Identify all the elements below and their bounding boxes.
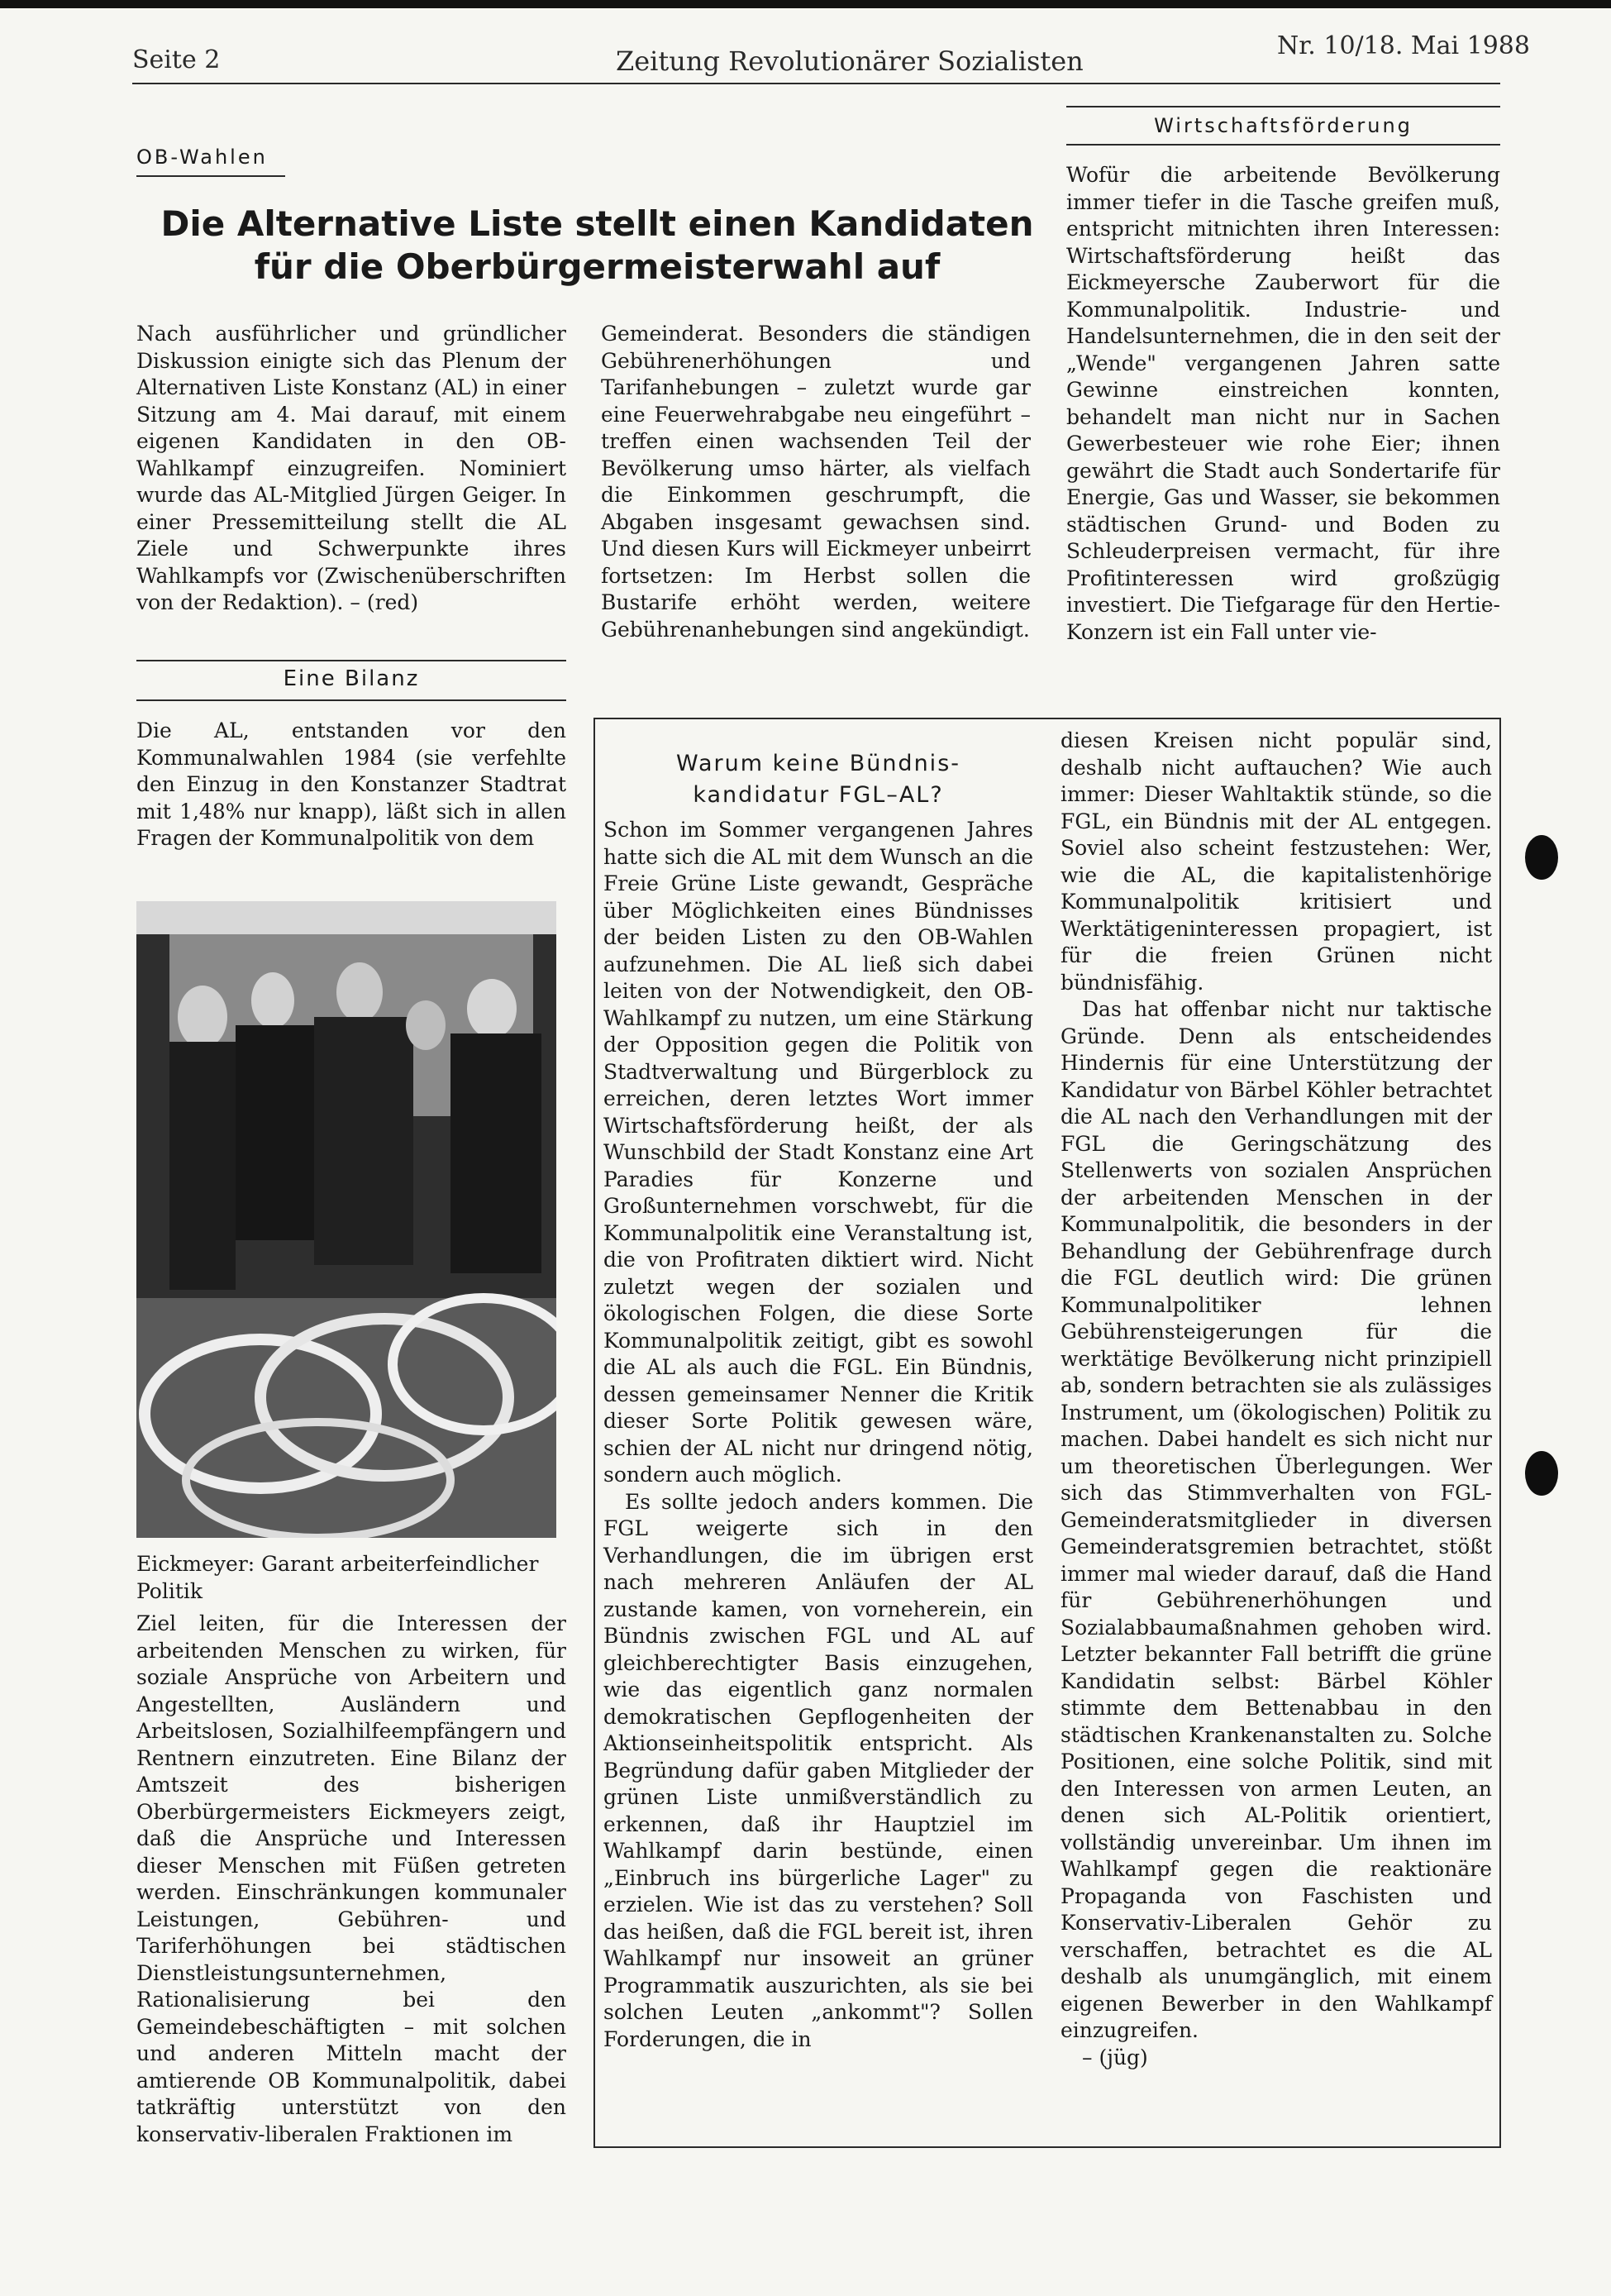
box-col2-paragraph-1: diesen Kreisen nicht populär sind, deshalb nicht auftauchen? Wie auch immer: Dieser Wahltaktik stünde, so die FGL, ein Bündnis mit der AL entgegen. Soviel also scheint festzustehen: Wer, wie die AL, die kapitalistenhörige Kommunalpolitik kritisiert und Werktätigeninteressen propagiert, ist für die freien Grünen nicht bündnisfähig. xyxy=(1060,728,1492,995)
punch-hole-icon xyxy=(1525,835,1558,880)
wirtschaft-heading: Wirtschaftsförderung xyxy=(1154,114,1413,137)
intro-column-1: Nach ausführlicher und gründlicher Diskussion einigte sich das Plenum der Alternativen Liste Konstanz (AL) in einer Sitzung am 4. Mai darauf, mit einem eigenen Kandidaten in den OB-Wahlkampf einzugreifen. Nominiert wurde das AL-Mitglied Jürgen Geiger. In einer Pressemitteilung stellt die AL Ziele und Schwerpunkte ihres Wahlkampfs vor (Zwischenüberschriften von der Redaktion). – (red) xyxy=(136,322,566,614)
box-title-line-1: Warum keine Bündnis- xyxy=(675,751,960,776)
headline-line-2: für die Oberbürgermeisterwahl auf xyxy=(254,246,941,287)
header-rule xyxy=(132,83,1500,84)
issue-date: Nr. 10/18. Mai 1988 xyxy=(1277,31,1530,60)
bilanz-bottom-rule xyxy=(136,699,566,701)
photo-illustration xyxy=(136,901,556,1538)
box-col2-signature: – (jüg) xyxy=(1082,2045,1148,2069)
bilanz-text-1: Die AL, entstanden vor den Kommunalwahlen 1984 (sie verfehlte den Einzug in den Konstanzer Stadtrat mit 1,48% nur knapp), läßt sich in allen Fragen der Kommunalpolitik von dem xyxy=(136,718,566,850)
bilanz-text-2: Ziel leiten, für die Interessen der arbeitenden Menschen zu wirken, für soziale Ansprüche von Arbeitern und Angestellten, Ausländern und Arbeitslosen, Sozialhilfeempfängern und Rentnern einzutreten. Eine Bilanz der Amtszeit des bisherigen Oberbürgermeisters Eickmeyers zeigt, daß die Ansprüche und Interessen dieser Menschen mit Füßen getreten werden. Einschränkungen kommunaler Leistungen, Gebühren- und Tariferhöhungen bei städtischen Dienstleistungsunternehmen, Rationalisierung bei den Gemeindebeschäftigten – mit solchen und anderen Mitteln macht der amtierende OB Kommunalpolitik, dabei tatkräftig unterstützt von den konservativ-liberalen Fraktionen im xyxy=(136,1611,566,2146)
box-col1-paragraph-2: Es sollte jedoch anders kommen. Die FGL weigerte sich in den Verhandlungen, die im übrigen erst nach mehreren Anläufen der AL zustande kamen, von vorneherein, ein Bündnis zwischen FGL und AL auf gleichberechtigter Basis einzugehen, wie das eigentlich ganz normalen demokratischen Gepflogenheiten der Aktionseinheitspolitik entspricht. Als Begründung dafür gaben Mitglieder der grünen Liste unmißverständlich zu erkennen, daß ihr Hauptziel im Wahlkampf darin bestünde, einen „Einbruch ins bürgerliche Lager" zu erzielen. Wie ist das zu verstehen? Soll das heißen, daß die FGL bereit ist, ihren Wahlkampf nur insoweit an grüner Programmatik auszurichten, als sie bei solchen Leuten „ankommt"? Sollen Forderungen, die in xyxy=(603,1489,1033,2051)
box-title-line-2: kandidatur FGL–AL? xyxy=(693,782,944,808)
box-column-2 xyxy=(1060,728,1492,2071)
box-title xyxy=(603,748,1033,811)
photo-caption: Eickmeyer: Garant arbeiterfeindlicher Politik xyxy=(136,1552,539,1603)
box-col1-paragraph-1: Schon im Sommer vergangenen Jahres hatte sich die AL mit dem Wunsch an die Freie Grüne Liste gewandt, Gespräche über Möglichkeiten eines Bündnisses der beiden Listen zu den OB-Wahlen aufzunehmen. Die AL ließ sich dabei leiten von der Notwendigkeit, den OB-Wahlkampf zu nutzen, um eine Stärkung der Opposition gegen die Politik von Stadtverwaltung und Bürgerblock zu erreichen, deren letztes Wort immer Wirtschaftsförderung heißt, der als Wunschbild der Stadt Konstanz eine Art Paradies für Konzerne und Großunternehmen vorschwebt, für die Kommunalpolitik eine Veranstaltung ist, die von Profitraten diktiert wird. Nicht zuletzt wegen der sozialen und ökologischen Folgen, die diese Sorte Kommunalpolitik zeitigt, gibt es sowohl die AL als auch die FGL. Ein Bündnis, dessen gemeinsamer Nenner die Kritik dieser Sorte Politik gewesen wäre, schien der AL nicht nur dringend nötig, sondern auch möglich. xyxy=(603,818,1033,1487)
bilanz-top-rule xyxy=(136,660,566,661)
box-col2-paragraph-2: Das hat offenbar nicht nur taktische Gründe. Denn als entscheidendes Hindernis für eine Unterstützung der Kandidatur von Bärbel Köhler betrachtet die AL nach den Verhandlungen mit der FGL die Geringschätzung des Stellenwerts von sozialen Ansprüchen der arbeitenden Menschen in der Kommunalpolitik, die besonders in der Behandlung der Gebührenfrage durch die FGL deutlich wird: Die grünen Kommunalpolitiker lehnen Gebührensteigerungen für die werktätige Bevölkerung nicht prinzipiell ab, sondern betrachten sie als zulässiges Instrument, um (ökologischen) Politik zu machen. Dabei handelt es sich nicht nur um theoretischen Überlegungen. Wer sich das Stimmverhalten von FGL-Gemeinderatsmitglieder in diversen Gemeinderatsgremien betrachtet, stößt immer mal wieder darauf, daß die Hand für Gebührenerhöhungen und Sozialabbaumaßnahmen gehoben wird. Letzter bekannter Fall betrifft die grüne Kandidatin selbst: Bärbel Köhler stimmte dem Bettenabbau in den städtischen Krankenanstalten zu. Solche Positionen, eine solche Politik, sind mit den Interessen von armen Leuten, an denen sich AL-Politik orientiert, vollständig unvereinbar. Um ihnen im Wahlkampf gegen die reaktionäre Propaganda von Faschisten und Konservativ-Liberalen Gehör zu verschaffen, betrachtet es die AL deshalb als unumgänglich, mit einem eigenen Bewerber in den Wahlkampf einzugreifen. xyxy=(1060,997,1492,2042)
wirtschaft-text: Wofür die arbeitende Bevölkerung immer tiefer in die Tasche greifen muß, entspricht mitnichten ihren Interessen: Wirtschaftsförderung heißt das Eickmeyersche Zauberwort für die Kommunalpolitik. Industrie- und Handelsunternehmen, die in den seit der „Wende" vergangenen Jahren satte Gewinne einstreichen konnten, behandelt man nicht nur in Sachen Gewerbesteuer wie rohe Eier; ihnen gewährt die Stadt auch Sondertarife für Energie, Gas und Wasser, sie bekommen städtischen Grund- und Boden zu Schleuderpreisen vermacht, für ihre Profitinteressen wird großzügig investiert. Die Tiefgarage für den Hertie-Konzern ist ein Fall unter vie- xyxy=(1066,163,1500,644)
punch-hole-icon xyxy=(1525,1451,1558,1496)
bilanz-heading: Eine Bilanz xyxy=(283,666,420,691)
headline-line-1: Die Alternative Liste stellt einen Kandidaten xyxy=(160,203,1034,244)
wirtschaft-bottom-rule xyxy=(1066,144,1500,146)
intro-column-2: Gemeinderat. Besonders die ständigen Gebührenerhöhungen und Tarifanhebungen – zuletzt wurde gar eine Feuerwehrabgabe neu eingeführt – treffen einen wachsenden Teil der Bevölkerung umso härter, als vielfach die Einkommen geschrumpft, die Abgaben insgesamt gewachsen sind. Und diesen Kurs will Eickmeyer unbeirrt fortsetzen: Im Herbst sollen die Bustarife erhöht werden, weitere Gebührenanhebungen sind angekündigt. xyxy=(601,322,1031,642)
wirtschaft-top-rule xyxy=(1066,106,1500,107)
box-column-1 xyxy=(603,817,1033,2053)
top-edge-band xyxy=(0,0,1611,8)
page-number: Seite 2 xyxy=(132,45,221,74)
section-underline xyxy=(136,175,285,177)
headline xyxy=(136,203,1058,289)
photo-figure xyxy=(136,901,556,1538)
newspaper-title: Zeitung Revolutionärer Sozialisten xyxy=(616,45,1084,77)
section-label: OB-Wahlen xyxy=(136,146,268,169)
